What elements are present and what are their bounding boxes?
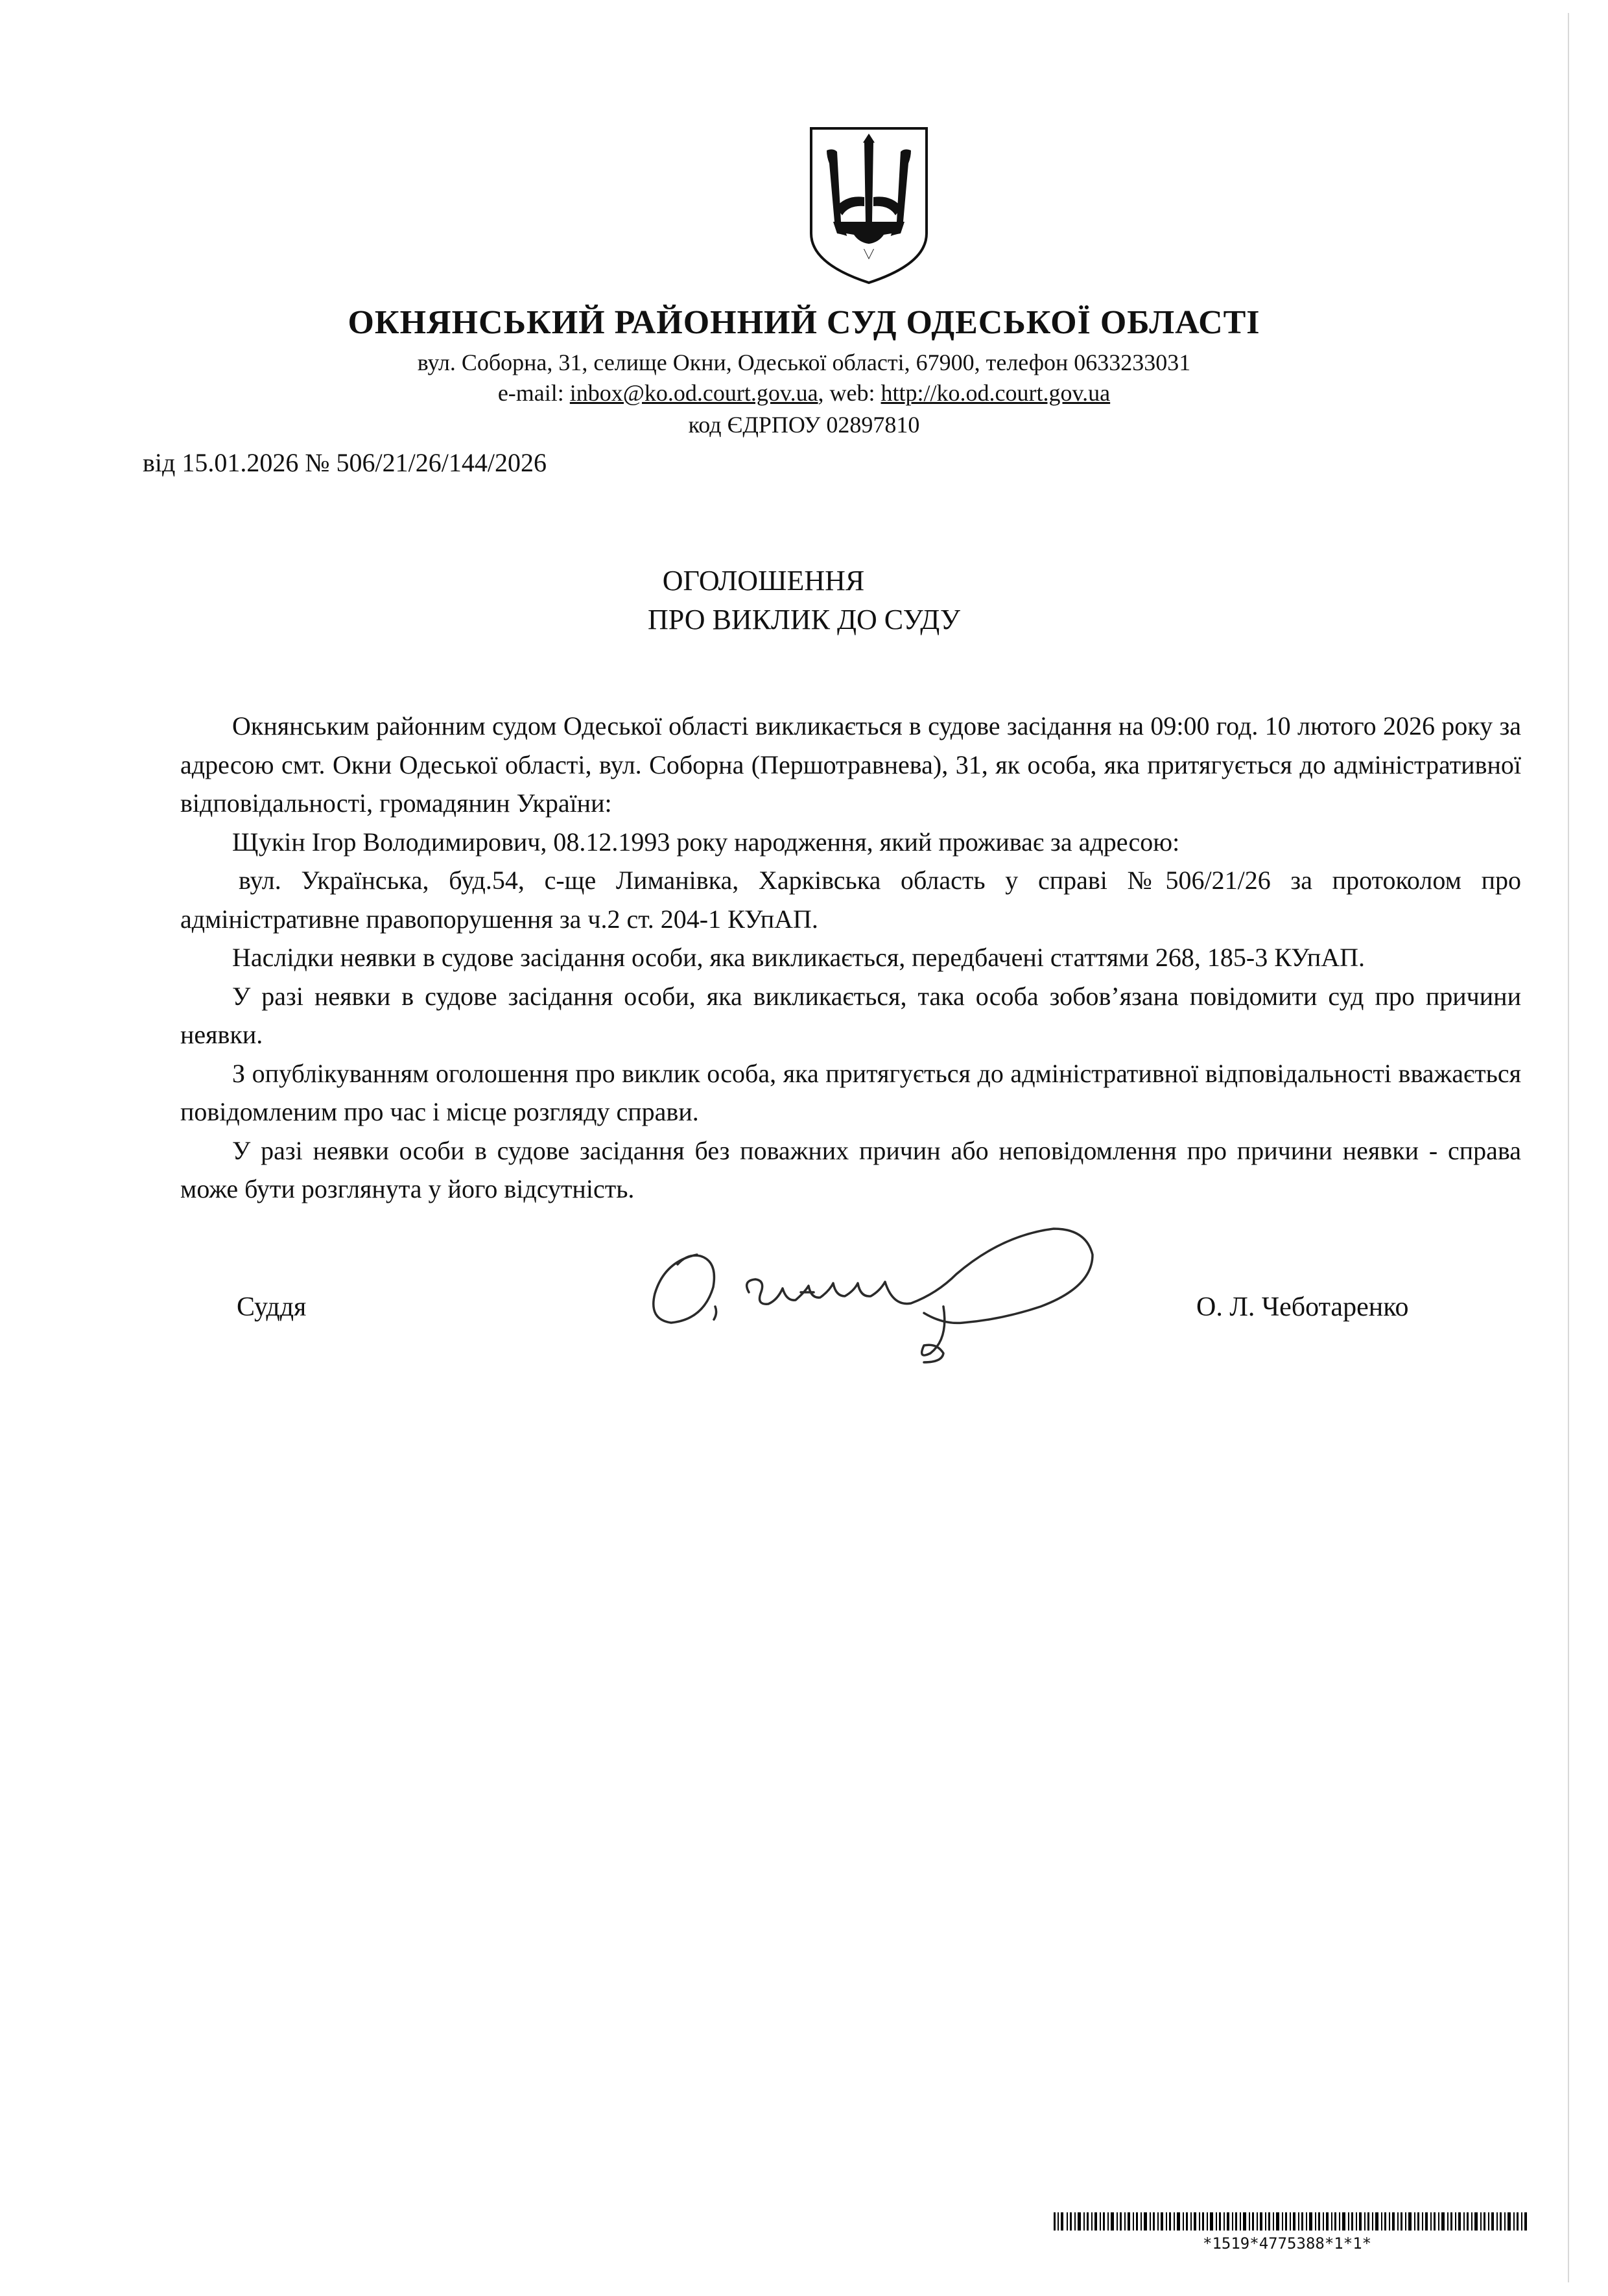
document-reference: від 15.01.2026 № 506/21/26/144/2026 <box>143 448 547 477</box>
notice-body <box>180 707 1521 1209</box>
court-contacts <box>0 379 1608 407</box>
court-address: вул. Соборна, 31, селище Окни, Одеської області, 67900, телефон 0633233031 <box>417 349 1191 375</box>
paragraph-person: Щукін Ігор Володимирович, 08.12.1993 року народження, який проживає за адресою: <box>232 827 1180 857</box>
document-title-line2: ПРО ВИКЛИК ДО СУДУ <box>648 604 960 635</box>
email-link[interactable]: inbox@ko.od.court.gov.ua <box>569 380 818 406</box>
document-title-line1: ОГОЛОШЕННЯ <box>662 565 865 597</box>
trident-coat-of-arms-icon <box>807 124 930 287</box>
handwritten-signature-icon <box>639 1216 1106 1384</box>
paragraph-consequences: Наслідки неявки в судове засідання особи, яка викликається, передбачені статтями 268, 185-3 КУпАП. <box>232 943 1366 972</box>
paragraph-absence: У разі неявки особи в судове засідання без поважних причин або неповідомлення про причини неявки - справа може бути розглянута у його відсутність. <box>180 1135 1521 1203</box>
web-label: , web: <box>818 380 881 406</box>
web-link[interactable]: http://ko.od.court.gov.ua <box>881 380 1111 406</box>
barcode-text: *1519*4775388*1*1* <box>1203 2234 1372 2253</box>
paragraph-publication: З опублікуванням оголошення про виклик особа, яка притягується до адміністративної відповідальності вважається повідомленим про час і місце розгляду справи. <box>180 1058 1521 1126</box>
email-label: e-mail: <box>497 380 570 406</box>
edrpou-code: код ЄДРПОУ 02897810 <box>688 412 920 438</box>
paragraph-summons: Окнянським районним судом Одеської області викликається в судове засідання на 09:00 год. 10 лютого 2026 року за адресою смт. Окни Одеської області, вул. Соборна (Першотравнева), 31, як особа, яка притягується до адміністративної відповідальності, громадянин України: <box>180 711 1521 818</box>
signer-role: Суддя <box>237 1292 307 1322</box>
paragraph-notify-duty: У разі неявки в судове засідання особи, яка викликається, така особа зобов’язана повідомити суд про причини неявки. <box>180 981 1521 1049</box>
court-name: ОКНЯНСЬКИЙ РАЙОННИЙ СУД ОДЕСЬКОЇ ОБЛАСТІ <box>348 304 1260 341</box>
barcode-icon <box>1054 2212 1527 2231</box>
paragraph-address-case: вул. Українська, буд.54, с-ще Лиманівка, Харківська область у справі №506/21/26 за протоколом про адміністративне правопорушення за ч.2 ст. 204-1 КУпАП. <box>180 866 1521 934</box>
judge-name: О. Л. Чеботаренко <box>1196 1292 1409 1322</box>
